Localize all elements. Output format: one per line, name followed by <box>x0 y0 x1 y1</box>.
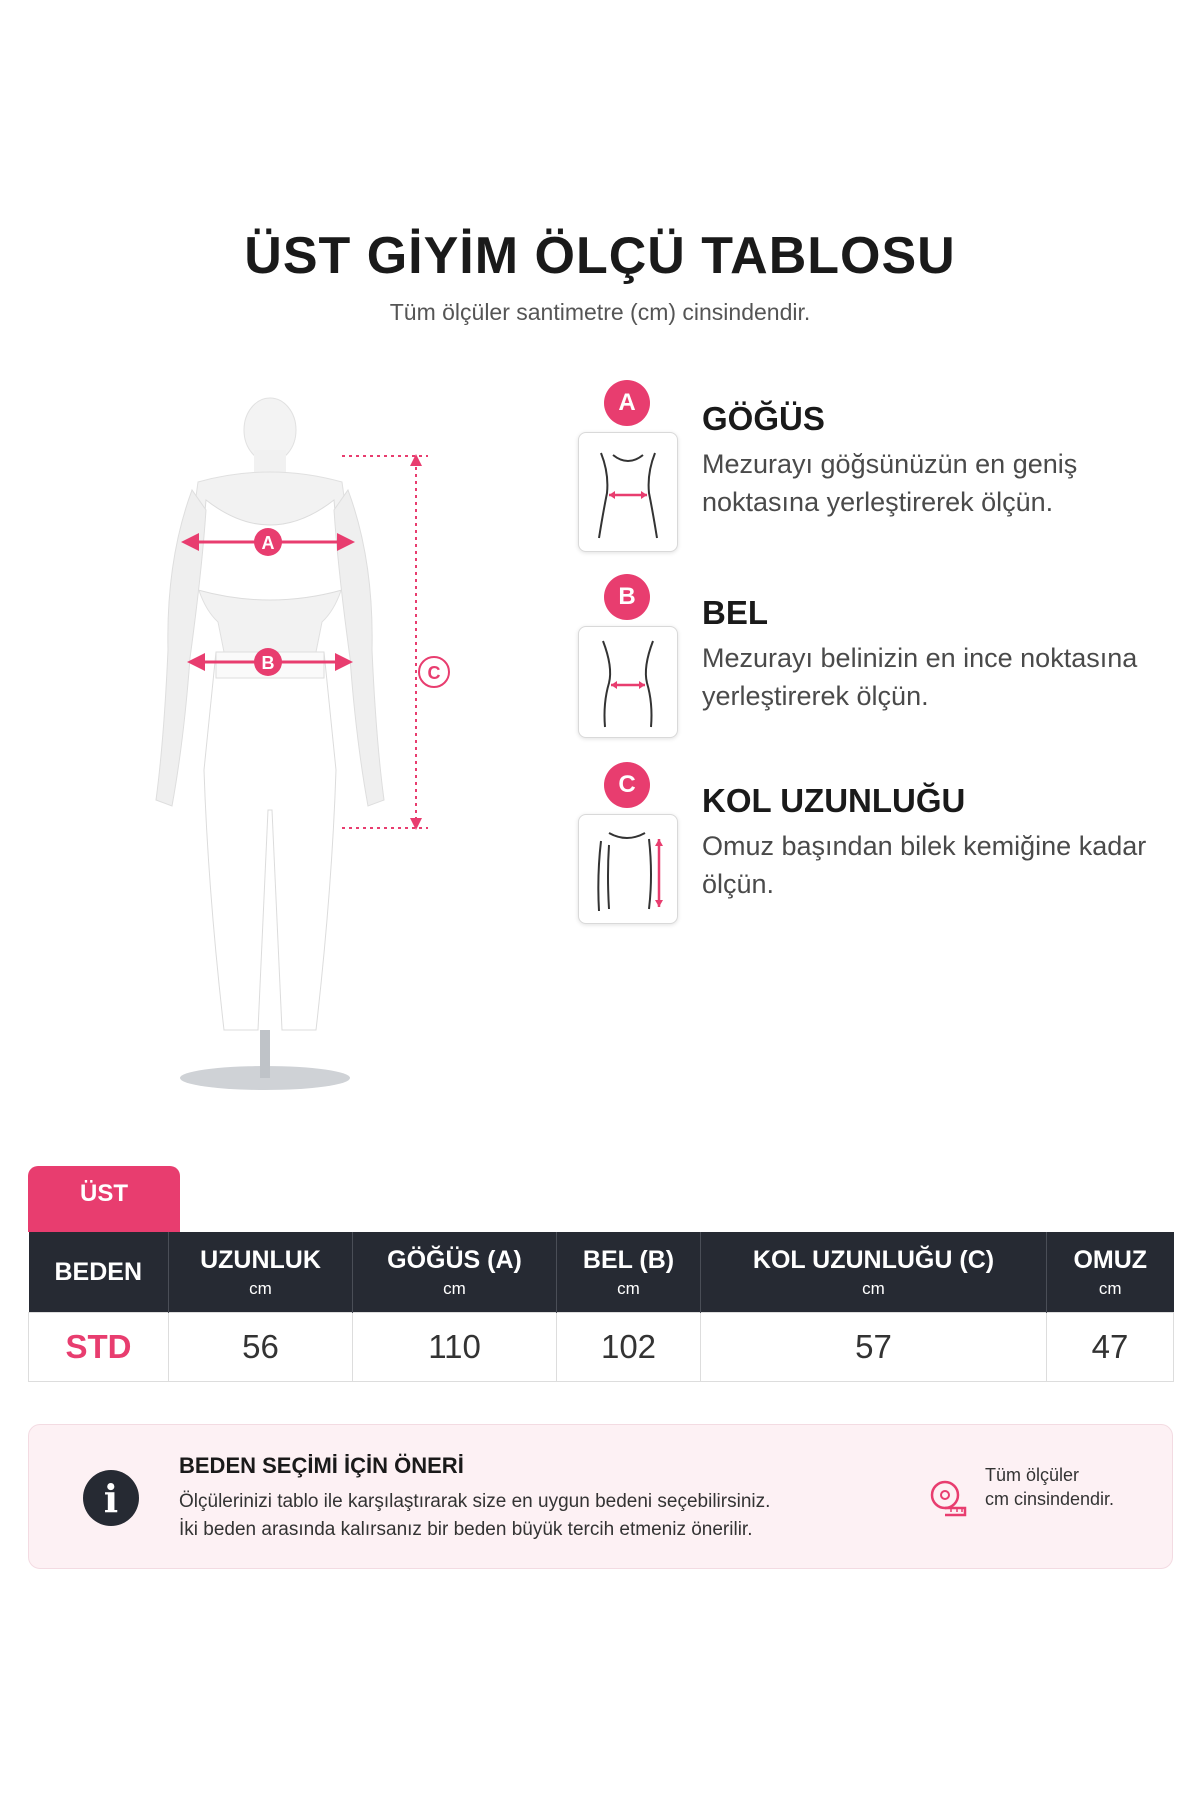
instruction-waist-title: BEL <box>702 594 768 631</box>
column-header-chest: GÖĞÜS (A) cm <box>353 1232 557 1313</box>
instruction-waist-text: Mezurayı belinizin en ince noktasına yerleştirerek ölçün. <box>702 643 1138 711</box>
badge-a: A <box>604 380 650 426</box>
waist-measure-icon <box>578 626 678 738</box>
marker-b-label: B <box>261 653 275 673</box>
measuring-tape-icon <box>927 1477 969 1519</box>
cell-waist: 102 <box>557 1313 701 1382</box>
marker-a-label: A <box>261 533 275 553</box>
cell-arm-length: 57 <box>701 1313 1047 1382</box>
marker-c-label: C <box>427 663 441 683</box>
size-table-tab[interactable]: ÜST <box>28 1166 180 1232</box>
arm-length-measure-icon <box>578 814 678 924</box>
size-table <box>28 1232 1174 1382</box>
size-advice-title: BEDEN SEÇİMİ İÇİN ÖNERİ <box>179 1453 464 1478</box>
instruction-chest-text: Mezurayı göğsünüzün en geniş noktasına yerleştirerek ölçün. <box>702 449 1078 517</box>
size-advice-line-2: İki beden arasında kalırsanız bir beden büyük tercih etmeniz önerilir. <box>179 1519 753 1540</box>
column-header-shoulder: OMUZ cm <box>1047 1232 1174 1313</box>
instruction-chest-title: GÖĞÜS <box>702 400 825 437</box>
column-header-waist: BEL (B) cm <box>557 1232 701 1313</box>
mannequin-figure <box>110 390 485 1110</box>
instruction-arm-length-title: KOL UZUNLUĞU <box>702 782 966 819</box>
column-header-size: BEDEN <box>29 1232 169 1313</box>
badge-c: C <box>604 762 650 808</box>
instruction-waist <box>570 574 1170 754</box>
size-advice-box <box>28 1424 1173 1569</box>
badge-b: B <box>604 574 650 620</box>
page-title: ÜST GİYİM ÖLÇÜ TABLOSU <box>244 227 956 285</box>
unit-note-line-1: Tüm ölçüler <box>985 1465 1080 1485</box>
column-header-arm-length: KOL UZUNLUĞU (C) cm <box>701 1232 1047 1313</box>
size-table-header-row <box>29 1232 1174 1313</box>
instruction-chest <box>570 380 1170 560</box>
unit-note-line-2: cm cinsindendir. <box>985 1489 1115 1509</box>
instruction-arm-length-text: Omuz başından bilek kemiğine kadar ölçün. <box>702 831 1147 899</box>
info-icon: i <box>83 1470 139 1526</box>
size-advice-line-1: Ölçülerinizi tablo ile karşılaştırarak size en uygun bedeni seçebilirsiniz. <box>179 1491 771 1512</box>
instruction-arm-length <box>570 762 1170 942</box>
cell-chest: 110 <box>353 1313 557 1382</box>
cell-length: 56 <box>169 1313 353 1382</box>
table-row <box>29 1313 1174 1382</box>
cell-size: STD <box>29 1313 169 1382</box>
column-header-length: UZUNLUK cm <box>169 1232 353 1313</box>
cell-shoulder: 47 <box>1047 1313 1174 1382</box>
page-subtitle: Tüm ölçüler santimetre (cm) cinsindendir. <box>389 299 811 325</box>
chest-measure-icon <box>578 432 678 552</box>
